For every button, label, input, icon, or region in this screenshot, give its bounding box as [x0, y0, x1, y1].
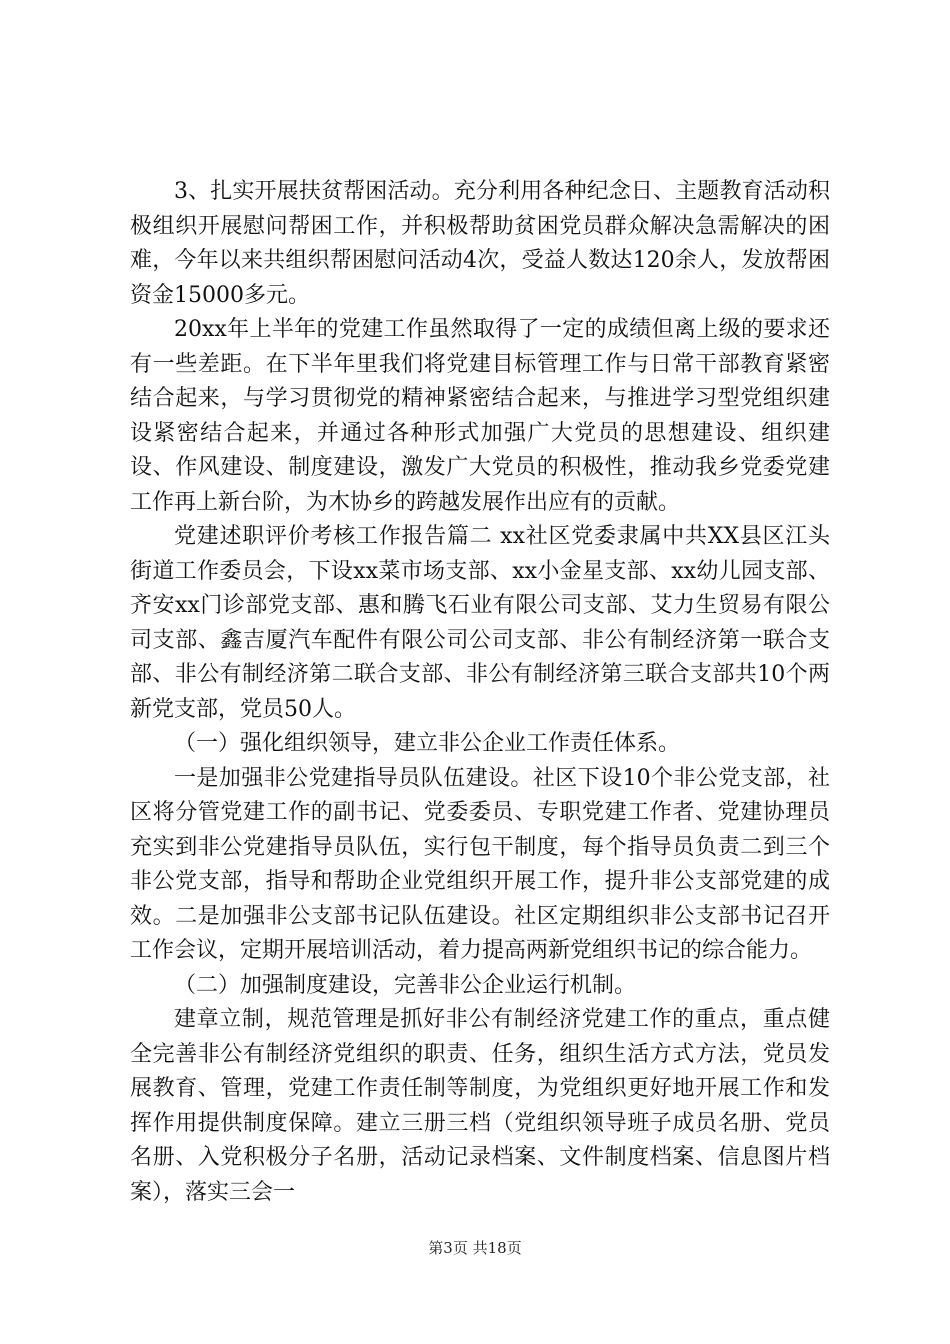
paragraph-half-year-summary: 20xx年上半年的党建工作虽然取得了一定的成绩但离上级的要求还有一些差距。在下半年里我们将党建目标管理工作与日常干部教育紧密结合起来，与学习贯彻党的精神紧密结合起来，与推进学习型党组织建设紧密结合起来，并通过各种形式加强广大党员的思想建设、组织建设、作风建设、制度建设，激发广大党员的积极性，推动我乡党委党建工作再上新台阶，为木协乡的跨越发展作出应有的贡献。 [130, 317, 830, 515]
section-heading-one: （一）强化组织领导，建立非公企业工作责任体系。 [174, 731, 681, 756]
document-body [130, 175, 830, 1210]
paragraph-system-building: 建章立制，规范管理是抓好非公有制经济党建工作的重点，重点健全完善非公有制经济党组织的职责、任务，组织生活方式方法，党员发展教育、管理，党建工作责任制等制度，为党组织更好地开展工作和发挥作用提供制度保障。建立三册三档（党组织领导班子成员名册、党员名册、入党积极分子名册，活动记录档案、文件制度档案、信息图片档案），落实三会一 [130, 1007, 830, 1205]
section-heading-two: （二）加强制度建设，完善非公企业运行机制。 [174, 972, 637, 998]
page-number-footer: 第3页 共18页 [428, 1239, 522, 1257]
paragraph-guidance-team: 一是加强非公党建指导员队伍建设。社区下设10个非公党支部，社区将分管党建工作的副书记、党委委员、专职党建工作者、党建协理员充实到非公党建指导员队伍，实行包干制度，每个指导员负责二到三个非公党支部，指导和帮助企业党组织开展工作，提升非公支部党建的成效。二是加强非公支部书记队伍建设。社区定期组织非公支部书记召开工作会议，定期开展培训活动，着力提高两新党组织书记的综合能力。 [130, 765, 830, 963]
paragraph-report-part-two: 党建述职评价考核工作报告篇二 xx社区党委隶属中共XX县区江头街道工作委员会，下设xx菜市场支部、xx小金星支部、xx幼儿园支部、齐安xx门诊部党支部、惠和腾飞石业有限公司支部、艾力生贸易有限公司支部、鑫吉厦汽车配件有限公司公司支部、非公有制经济第一联合支部、非公有制经济第二联合支部、非公有制经济第三联合支部共10个两新党支部，党员50人。 [130, 524, 830, 722]
paragraph-poverty-relief: 3、扎实开展扶贫帮困活动。充分利用各种纪念日、主题教育活动积极组织开展慰问帮困工作，并积极帮助贫困党员群众解决急需解决的困难，今年以来共组织帮困慰问活动4次，受益人数达120余人，发放帮困资金15000多元。 [130, 179, 830, 308]
